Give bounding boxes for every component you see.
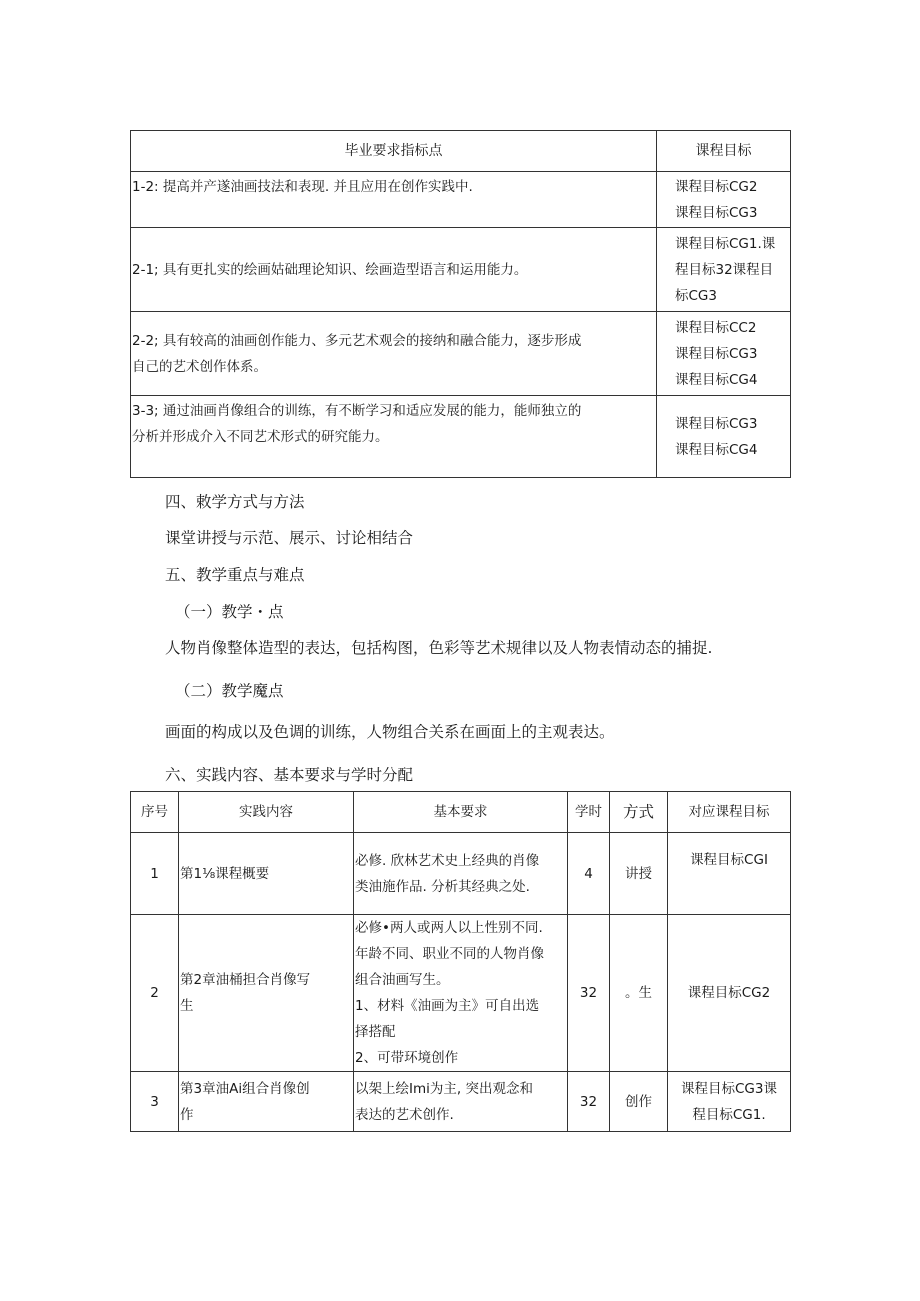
header-content: 实践内容 bbox=[179, 792, 354, 833]
practice-content-table bbox=[130, 791, 791, 1132]
requirement-line: 以架上绘Imi为主, 突出观念和 bbox=[355, 1080, 533, 1097]
section-5-subtitle-2: （二）教学魔点 bbox=[175, 682, 284, 700]
goal-line: 标CG3 bbox=[675, 287, 717, 304]
table-row bbox=[131, 833, 791, 915]
table-header-row bbox=[131, 792, 791, 833]
table-row bbox=[131, 1072, 791, 1132]
content-line: 生 bbox=[180, 998, 194, 1014]
section-4-body: 课堂讲授与示范、展示、讨论相结合 bbox=[165, 529, 414, 547]
section-5-title: 五、教学重点与难点 bbox=[165, 566, 305, 584]
content-line: 第3章油Ai组合肖像创 bbox=[180, 1080, 310, 1097]
goal-cell bbox=[668, 833, 791, 915]
goal-line: 课程目标CG2 bbox=[675, 178, 758, 195]
indicator-line: 3-3; 通过油画肖像组合的训练，有不断学习和适应发展的能力，能师独立的 bbox=[132, 403, 582, 419]
row-no: 2 bbox=[131, 915, 179, 1072]
indicator-line: 2-1; 具有更扎实的绘画姑础理论知识、绘画造型语言和运用能力。 bbox=[132, 261, 528, 278]
requirement-line: 类油施作品. 分析其经典之处. bbox=[355, 878, 530, 895]
requirement-line: 1、材料《油画为主》可自出选 bbox=[355, 998, 540, 1014]
content-line: 作 bbox=[180, 1106, 194, 1123]
header-no: 序号 bbox=[131, 792, 179, 833]
hours-cell: 32 bbox=[568, 915, 610, 1072]
indicator-line: 分析并形成介入不同艺术形式的研究能力。 bbox=[132, 429, 389, 445]
content-line: 第1⅛课程概要 bbox=[180, 865, 270, 882]
goal-line: 程目标CG1. bbox=[692, 1106, 766, 1123]
table-row bbox=[131, 915, 791, 1072]
hours-cell: 4 bbox=[568, 833, 610, 915]
goal-cell bbox=[657, 396, 791, 478]
indicator-cell bbox=[131, 172, 657, 228]
requirement-line: 必修. 欣林艺术史上经典的肖像 bbox=[355, 852, 540, 869]
goal-line: 课程目标CG4 bbox=[675, 371, 758, 388]
indicator-line: 2-2; 具有较高的油画创作能力、多元艺术观会的接纳和融合能力，逐步形成 bbox=[132, 332, 582, 349]
method-cell: 讲授 bbox=[610, 833, 668, 915]
requirement-cell bbox=[354, 1072, 568, 1132]
table-row bbox=[131, 228, 791, 312]
goal-line: 课程目标CGI bbox=[690, 852, 768, 868]
row-no: 1 bbox=[131, 833, 179, 915]
content-cell bbox=[179, 833, 354, 915]
section-5-body-2: 画面的构成以及色调的训练，人物组合关系在画面上的主观表达。 bbox=[165, 723, 615, 741]
goal-line: 课程目标CG3 bbox=[675, 345, 758, 362]
goal-line: 课程目标CG4 bbox=[675, 441, 758, 458]
content-cell bbox=[179, 1072, 354, 1132]
table-row bbox=[131, 396, 791, 478]
method-cell: 。生 bbox=[610, 915, 668, 1072]
goal-cell bbox=[668, 915, 791, 1072]
goal-cell bbox=[657, 312, 791, 396]
section-6-title: 六、实践内容、基本要求与学时分配 bbox=[165, 766, 414, 784]
hours-cell: 32 bbox=[568, 1072, 610, 1132]
goal-cell bbox=[657, 228, 791, 312]
requirement-line: 表达的艺术创作. bbox=[355, 1106, 454, 1123]
row-no: 3 bbox=[131, 1072, 179, 1132]
section-4-title: 四、敕学方式与方法 bbox=[165, 493, 305, 511]
header-hours: 学时 bbox=[568, 792, 610, 833]
goal-line: 程目标32课程目 bbox=[675, 261, 774, 278]
section-5-body-1: 人物肖像整体造型的表达，包括构图，色彩等艺术规律以及人物表情动态的捕捉. bbox=[165, 639, 713, 657]
table-header-row bbox=[131, 131, 791, 172]
goal-cell bbox=[657, 172, 791, 228]
goal-cell bbox=[668, 1072, 791, 1132]
table-row bbox=[131, 172, 791, 228]
section-5-subtitle-1: （一）教学・点 bbox=[175, 603, 284, 621]
goal-line: 课程目标CG3 bbox=[675, 415, 758, 432]
content-cell bbox=[179, 915, 354, 1072]
header-requirement: 基本要求 bbox=[354, 792, 568, 833]
graduation-requirements-table bbox=[130, 130, 791, 478]
goal-line: 课程目标CG2 bbox=[687, 985, 771, 1001]
goal-line: 课程目标CC2 bbox=[675, 319, 757, 336]
method-cell: 创作 bbox=[610, 1072, 668, 1132]
goal-line: 课程目标CG1.课 bbox=[675, 235, 776, 252]
header-indicator: 毕业要求指标点 bbox=[131, 131, 657, 172]
header-goal: 对应课程目标 bbox=[668, 792, 791, 833]
indicator-cell bbox=[131, 396, 657, 478]
requirement-line: 年龄不同、职业不同的人物肖像 bbox=[355, 946, 544, 962]
indicator-line: 自己的艺术创作体系。 bbox=[132, 358, 267, 375]
table-row bbox=[131, 312, 791, 396]
requirement-cell bbox=[354, 833, 568, 915]
indicator-line: 1-2: 提高并产遂油画技法和表现. 并且应用在创作实践中. bbox=[132, 179, 473, 195]
header-goal: 课程目标 bbox=[657, 131, 791, 172]
header-method: 方式 bbox=[610, 792, 668, 833]
requirement-line: 2、可带环境创作 bbox=[355, 1050, 459, 1066]
content-line: 第2章油桶担合肖像写 bbox=[180, 972, 311, 988]
requirement-cell bbox=[354, 915, 568, 1072]
requirement-line: 必修•两人或两人以上性别不同. bbox=[355, 920, 543, 936]
requirement-line: 择搭配 bbox=[355, 1024, 396, 1040]
goal-line: 课程目标CG3课 bbox=[681, 1080, 777, 1097]
indicator-cell bbox=[131, 228, 657, 312]
goal-line: 课程目标CG3 bbox=[675, 204, 758, 221]
requirement-line: 组合油画写生。 bbox=[355, 972, 450, 988]
indicator-cell bbox=[131, 312, 657, 396]
